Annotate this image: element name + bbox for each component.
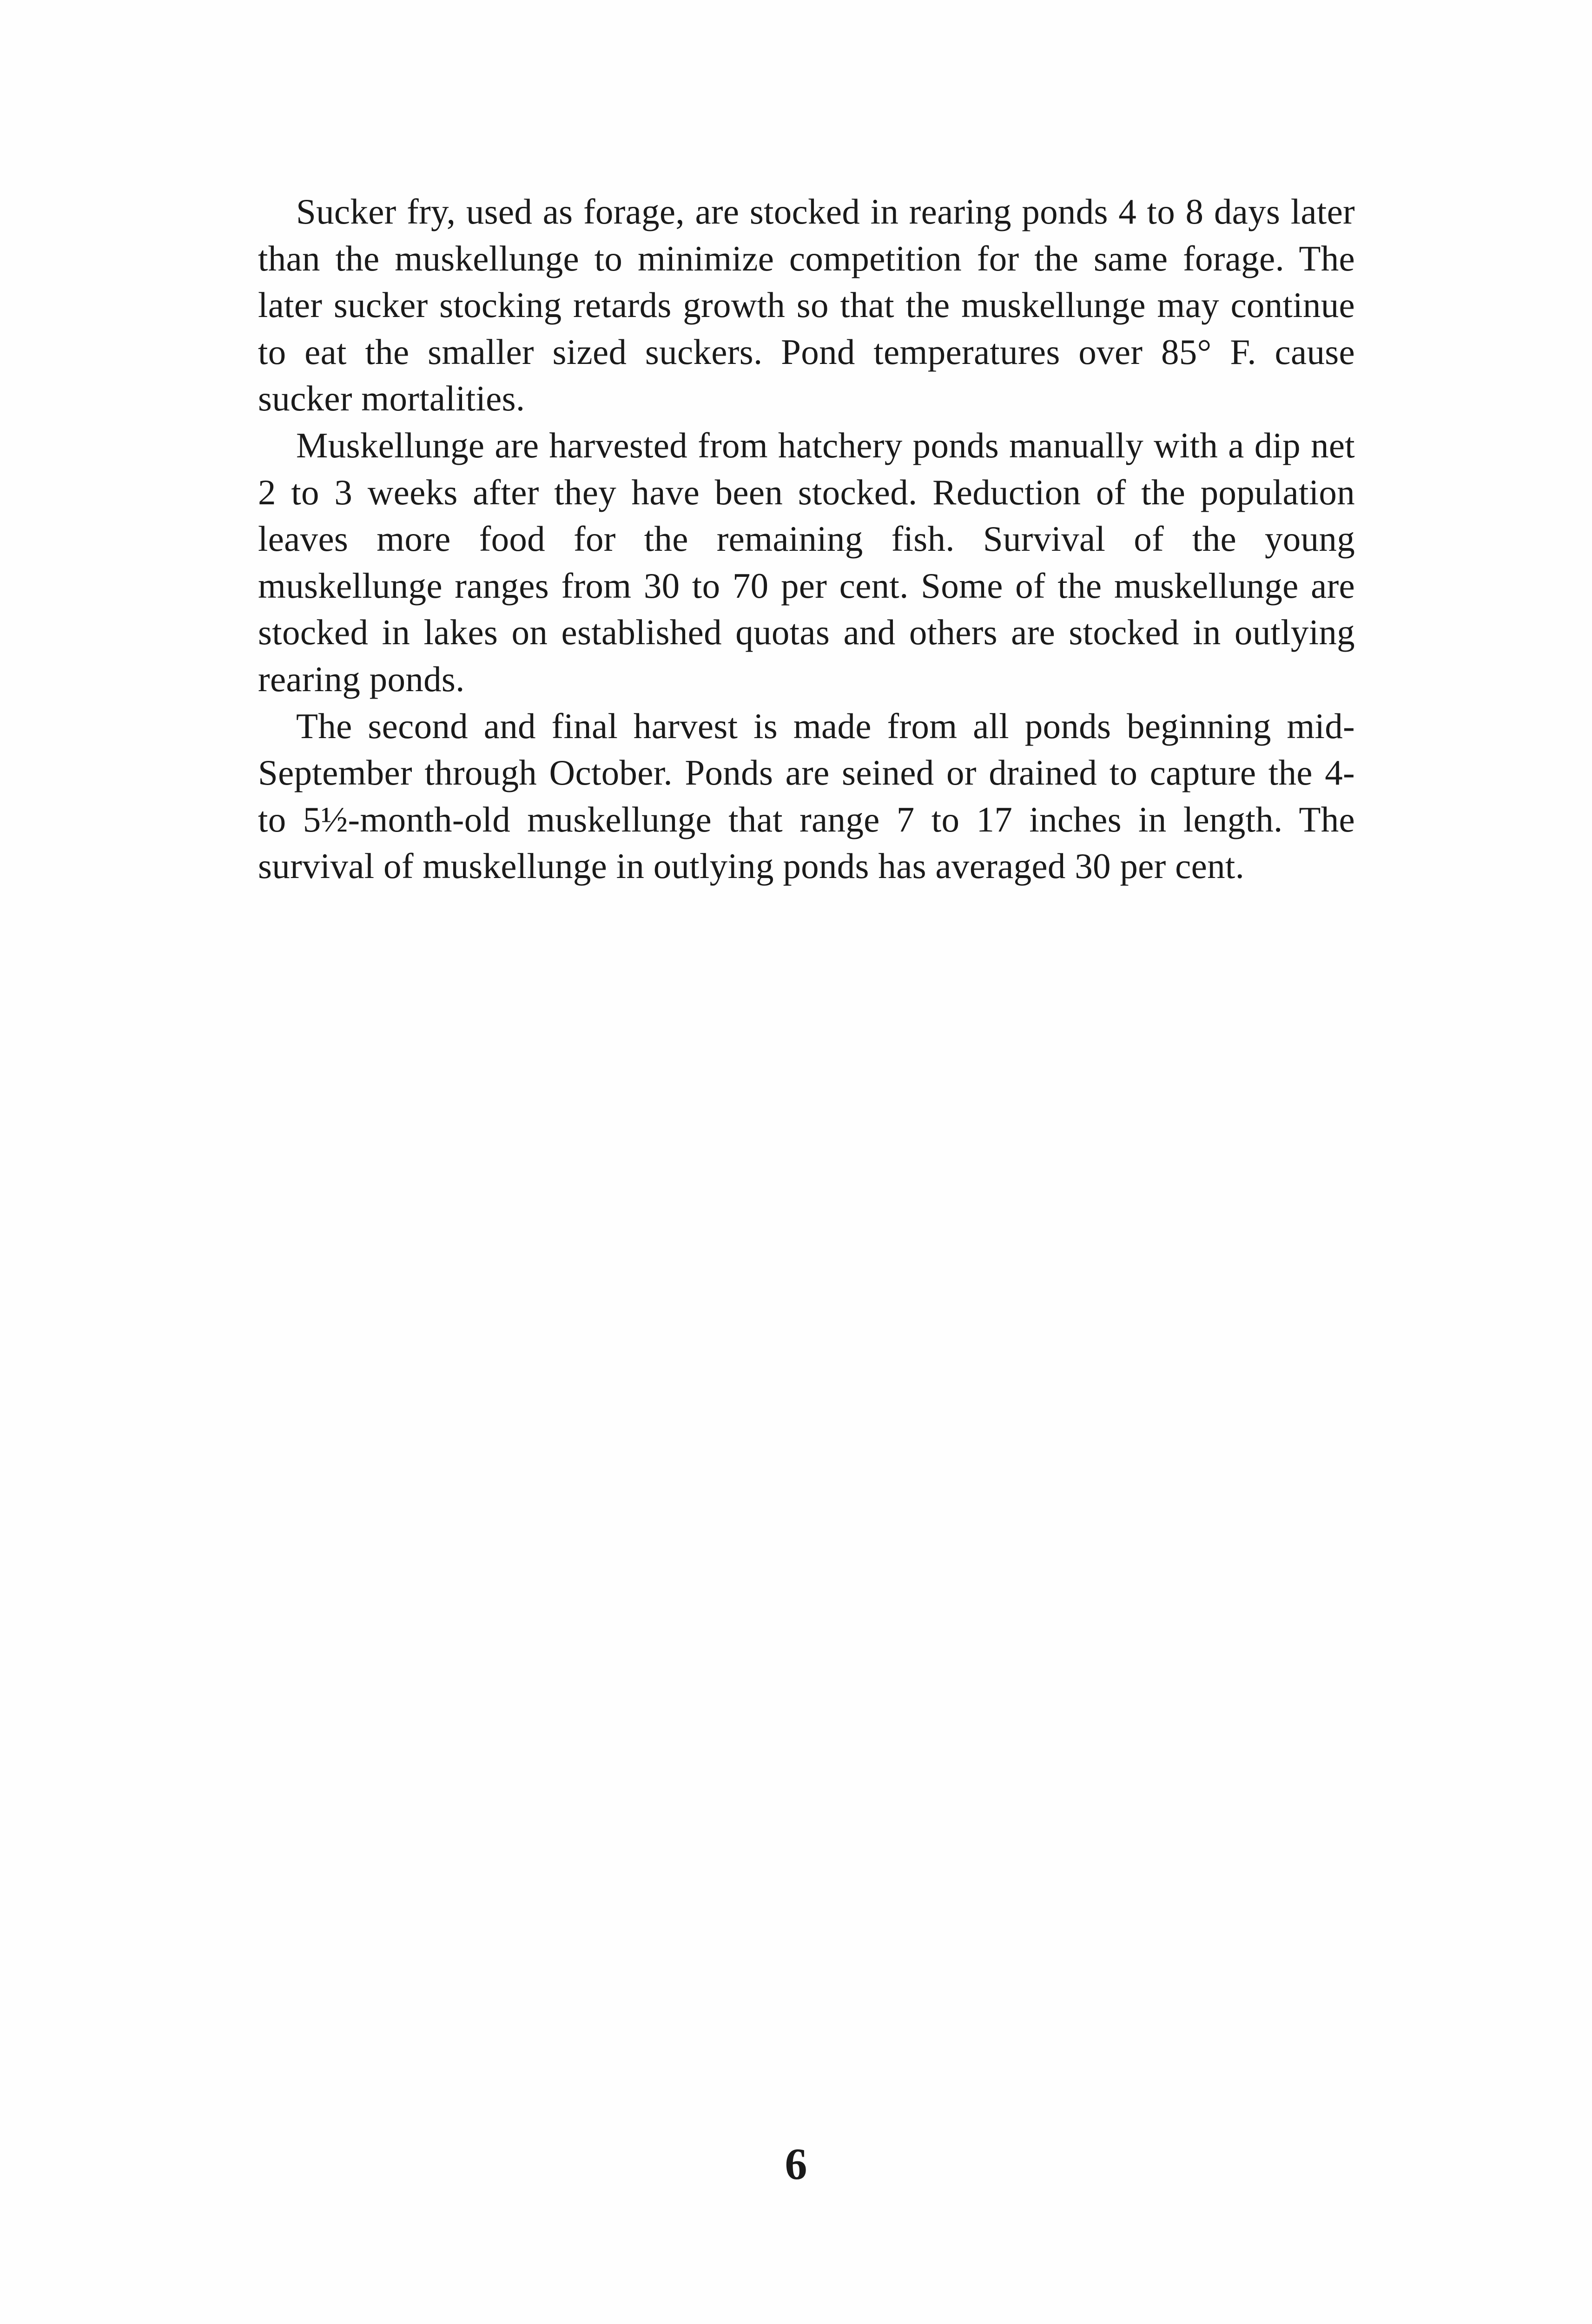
paragraph-sucker-fry: Sucker fry, used as forage, are stocked in rearing ponds 4 to 8 days later than the muskellunge to minimize competition for the same forage. The later sucker stocking retards growth so that the muskellunge may continue to eat the smaller sized suckers. Pond temperatures over 85° F. cause sucker mortalities. [258, 191, 1355, 419]
page-number: 6 [785, 2139, 807, 2189]
paragraph-final-harvest: The second and final harvest is made from all ponds beginning mid-September through October. Ponds are seined or drained to capture the 4- to 5½-month-old muskellunge that range 7 to 17 inches in length. The survival of muskellunge in outlying ponds has averaged 30 per cent. [258, 706, 1355, 886]
paragraph-harvest-dip-net: Muskellunge are harvested from hatchery ponds manually with a dip net 2 to 3 weeks after they have been stocked. Reduction of the population leaves more food for the remaining fish. Survival of the young muskellunge ranges from 30 to 70 per cent. Some of the muskellunge are stocked in lakes on established quotas and others are stocked in outlying rearing ponds. [258, 425, 1355, 699]
body-text [258, 188, 1355, 890]
